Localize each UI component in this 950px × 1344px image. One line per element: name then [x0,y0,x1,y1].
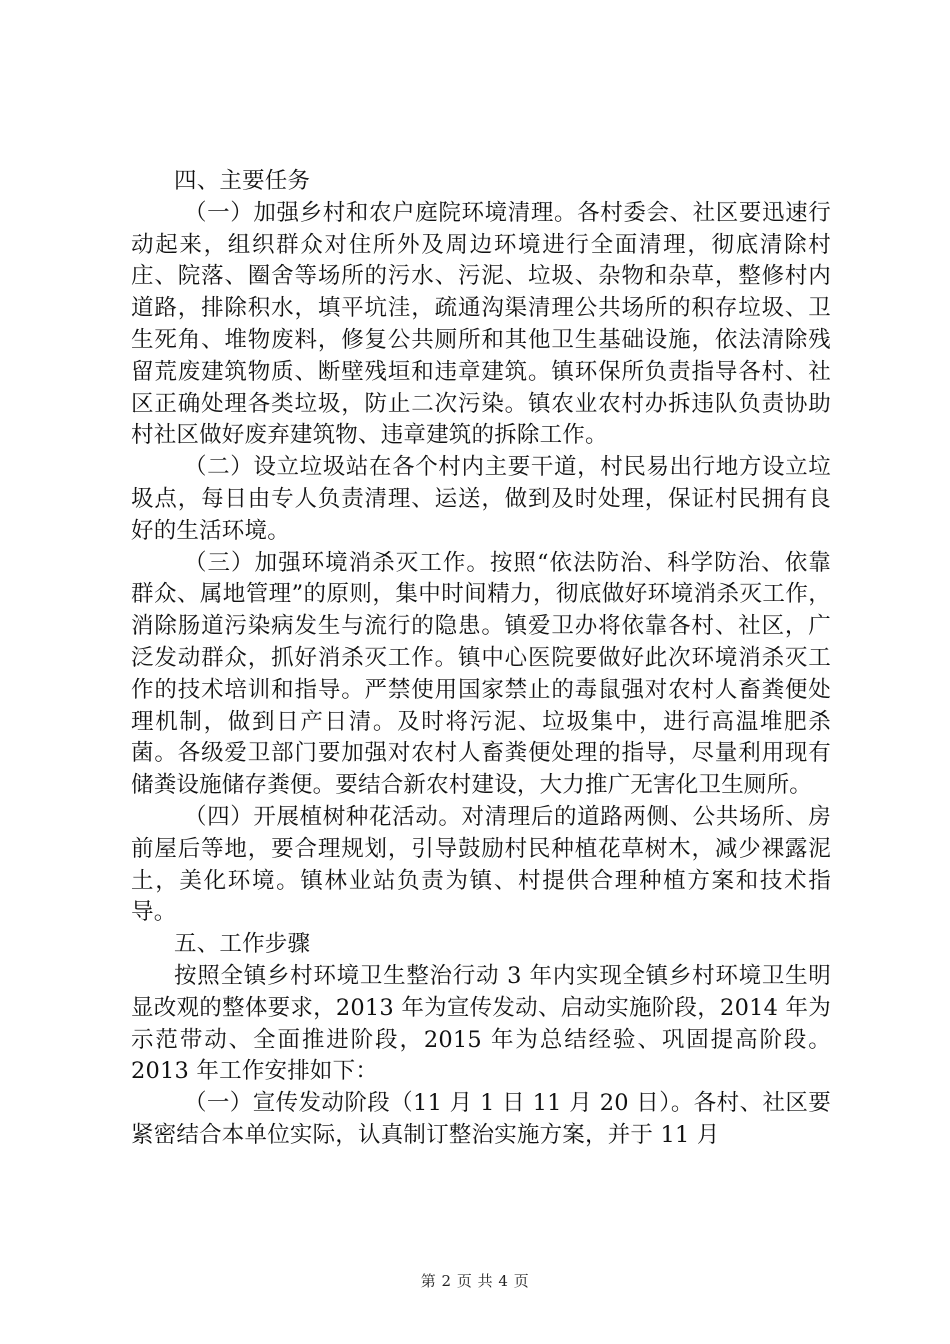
section-heading-main-tasks: 四、主要任务 [174,168,311,194]
paragraph-disinfection: （三）加强环境消杀灭工作。按照“依法防治、科学防治、依靠群众、属地管理”的原则，集中时间精力，彻底做好环境消杀灭工作，消除肠道污染病发生与流行的隐患。镇爱卫办将依靠各村、社区，广泛发动群众，抓好消杀灭工作。镇中心医院要做好此次环境消杀灭工作的技术培训和指导。严禁使用国家禁止的毒鼠强对农村人畜粪便处理机制，做到日产日清。及时将污泥、垃圾集中，进行高温堆肥杀菌。各级爱卫部门要加强对农村人畜粪便处理的指导，尽量利用现有储粪设施储存粪便。要结合新农村建设，大力推广无害化卫生厕所。 [131,549,831,799]
paragraph-environment-cleanup: （一）加强乡村和农户庭院环境清理。各村委会、社区要迅速行动起来，组织群众对住所外及周边环境进行全面清理，彻底清除村庄、院落、圈舍等场所的污水、污泥、垃圾、杂物和杂草，整修村内道路，排除积水，填平坑洼，疏通沟渠清理公共场所的积存垃圾、卫生死角、堆物废料，修复公共厕所和其他卫生基础设施，依法清除残留荒废建筑物质、断壁残垣和违章建筑。镇环保所负责指导各村、社区正确处理各类垃圾，防止二次污染。镇农业农村办拆违队负责协助村社区做好废弃建筑物、违章建筑的拆除工作。 [131,199,831,449]
paragraph-publicity-phase: （一）宣传发动阶段（11 月 1 日 11 月 20 日）。各村、社区要紧密结合本单位实际，认真制订整治实施方案，并于 11 月 [131,1090,831,1148]
paragraph-overall-requirements: 按照全镇乡村环境卫生整治行动 3 年内实现全镇乡村环境卫生明显改观的整体要求，2013 年为宣传发动、启动实施阶段，2014 年为示范带动、全面推进阶段，2015 年为总结经验、巩固提高阶段。2013 年工作安排如下： [131,962,831,1085]
section-heading-work-steps: 五、工作步骤 [174,931,311,958]
document-body [131,166,831,1152]
page-footer: 第 2 页 共 4 页 [420,1272,530,1290]
paragraph-tree-planting: （四）开展植树种花活动。对清理后的道路两侧、公共场所、房前屋后等地，要合理规划，引导鼓励村民种植花草树木，减少裸露泥土，美化环境。镇林业站负责为镇、村提供合理种植方案和技术指导。 [131,803,831,926]
paragraph-garbage-stations: （二）设立垃圾站在各个村内主要干道，村民易出行地方设立垃圾点，每日由专人负责清理、运送，做到及时处理，保证村民拥有良好的生活环境。 [131,454,831,544]
